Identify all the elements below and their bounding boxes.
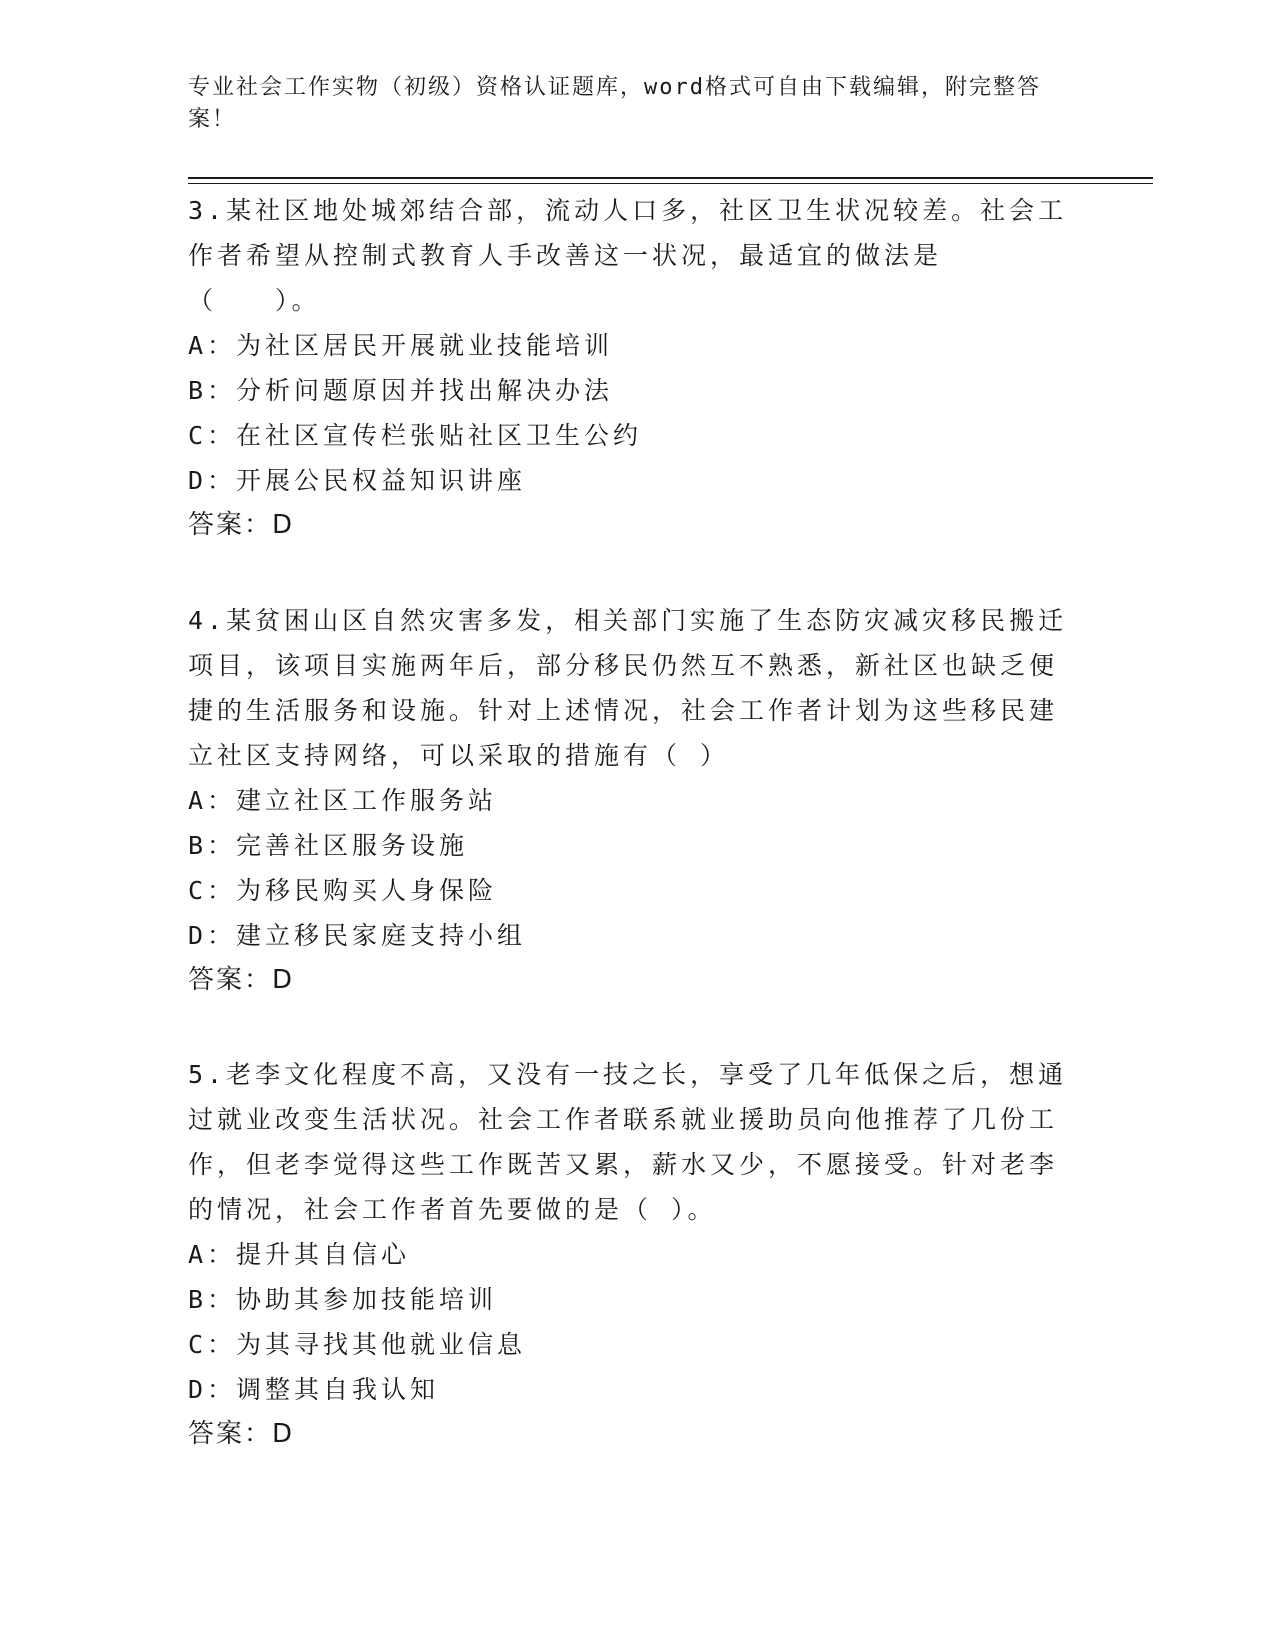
option-d: D：建立移民家庭支持小组 (188, 921, 527, 950)
option-c: C：在社区宣传栏张贴社区卫生公约 (188, 421, 643, 450)
option-c: C：为其寻找其他就业信息 (188, 1330, 527, 1359)
option-b: B：协助其参加技能培训 (188, 1285, 498, 1314)
header-divider-thin (188, 183, 1153, 184)
question-3 (188, 188, 1068, 548)
option-a: A：提升其自信心 (188, 1240, 411, 1269)
option-a: A：建立社区工作服务站 (188, 786, 498, 815)
header-divider-thick (188, 177, 1153, 179)
question-stem: 5.老李文化程度不高，又没有一技之长，享受了几年低保之后，想通过就业改变生活状况。社会工作者联系就业援助员向他推荐了几份工作，但老李觉得这些工作既苦又累，薪水又少，不愿接受。针对老李的情况，社会工作者首先要做的是（ ）。 (188, 1060, 1068, 1224)
option-c: C：为移民购买人身保险 (188, 876, 498, 905)
answer-line: 答案：D (188, 510, 295, 540)
question-5 (188, 1052, 1068, 1457)
question-stem: 4.某贫困山区自然灾害多发，相关部门实施了生态防灾减灾移民搬迁项目，该项目实施两年后，部分移民仍然互不熟悉，新社区也缺乏便捷的生活服务和设施。针对上述情况，社会工作者计划为这些移民建立社区支持网络，可以采取的措施有（ ） (188, 606, 1068, 770)
option-b: B：完善社区服务设施 (188, 831, 469, 860)
answer-line: 答案：D (188, 1419, 295, 1449)
option-b: B：分析问题原因并找出解决办法 (188, 376, 614, 405)
question-4 (188, 598, 1068, 1003)
answer-line: 答案：D (188, 965, 295, 995)
document-header: 专业社会工作实物（初级）资格认证题库，word格式可自由下载编辑，附完整答案！ (188, 75, 1041, 132)
question-stem: 3.某社区地处城郊结合部，流动人口多，社区卫生状况较差。社会工作者希望从控制式教育人手改善这一状况，最适宜的做法是（ ）。 (188, 196, 1068, 315)
option-d: D：开展公民权益知识讲座 (188, 466, 527, 495)
option-a: A：为社区居民开展就业技能培训 (188, 331, 614, 360)
option-d: D：调整其自我认知 (188, 1375, 440, 1404)
